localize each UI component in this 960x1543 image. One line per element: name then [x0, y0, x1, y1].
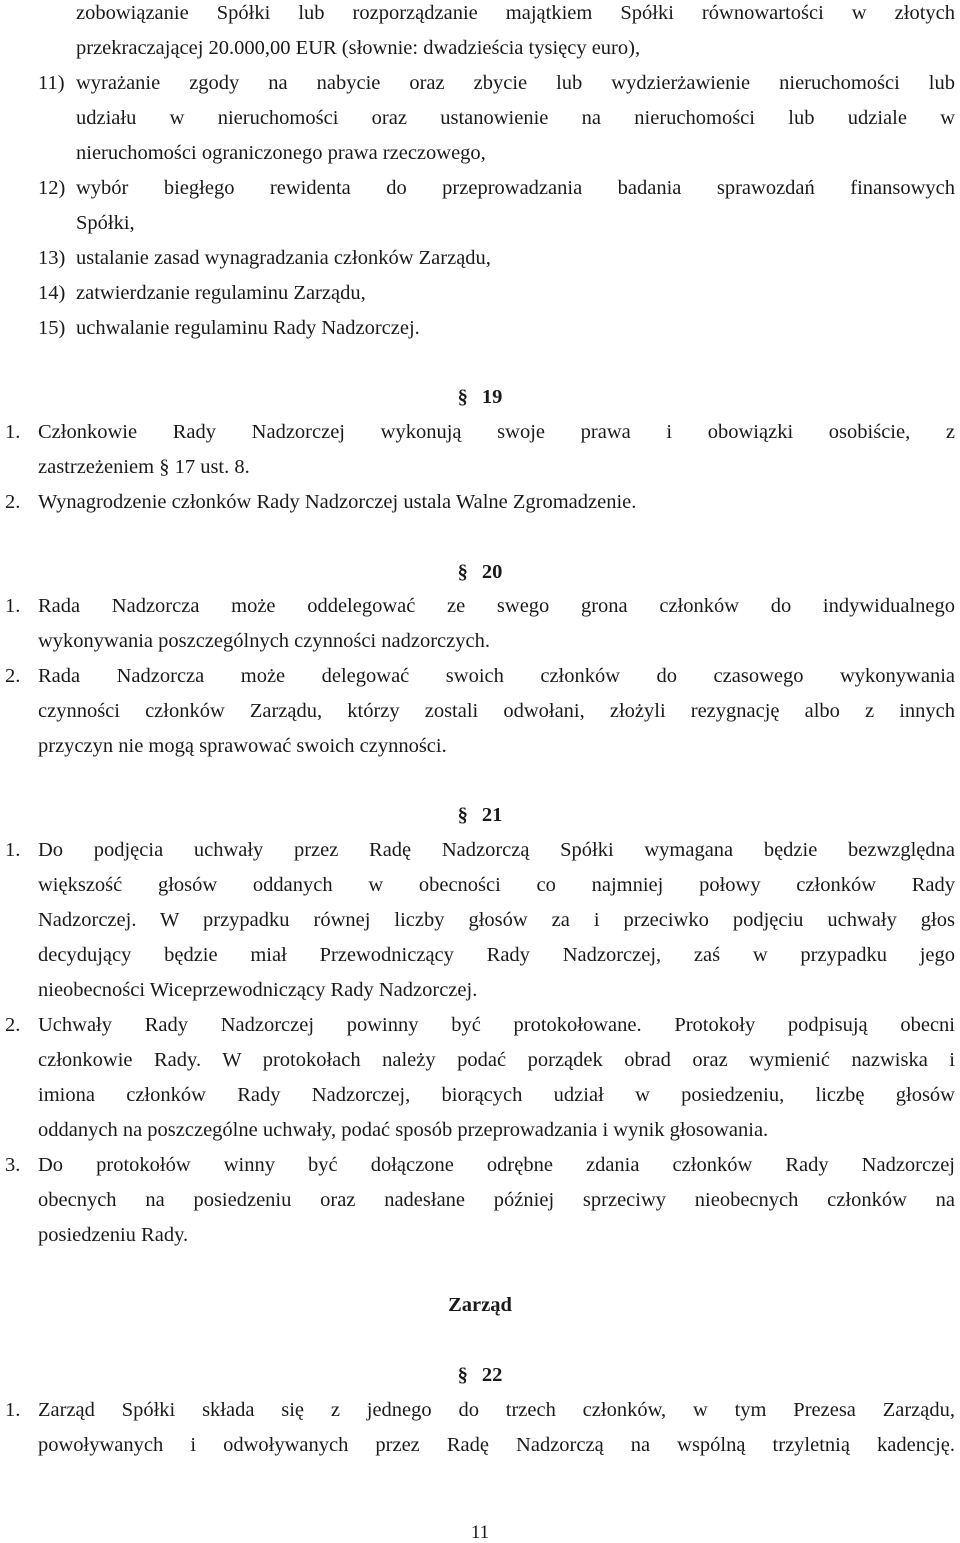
section-sign: § — [457, 1364, 468, 1386]
list-number: 12) — [38, 177, 66, 199]
paragraph-number: 1. — [5, 1399, 21, 1421]
paragraph-number: 1. — [5, 595, 21, 617]
list-item-text: nieruchomości ograniczonego prawa rzeczowego, — [76, 142, 486, 164]
paragraph-number: 2. — [5, 1014, 21, 1036]
section-heading — [0, 387, 960, 408]
section-sign: § — [457, 561, 468, 583]
page-number: 11 — [470, 1522, 490, 1543]
paragraph-text: Wynagrodzenie członków Rady Nadzorczej ustala Walne Zgromadzenie. — [38, 491, 637, 513]
paragraph-text: czynności członków Zarządu, którzy zostali odwołani, złożyli rezygnację albo z innych — [38, 700, 955, 722]
paragraph-number: 2. — [5, 665, 21, 687]
list-number: 14) — [38, 282, 66, 304]
list-item-text: ustalanie zasad wynagradzania członków Zarządu, — [76, 247, 491, 269]
paragraph-text: większość głosów oddanych w obecności co najmniej połowy członków Rady — [38, 874, 955, 896]
paragraph-text: oddanych na poszczególne uchwały, podać sposób przeprowadzania i wynik głosowania. — [38, 1119, 769, 1141]
paragraph-number: 3. — [5, 1154, 21, 1176]
list-item-text: wyrażanie zgody na nabycie oraz zbycie lub wydzierżawienie nieruchomości lub — [76, 72, 955, 94]
paragraph-text: Do podjęcia uchwały przez Radę Nadzorczą Spółki wymagana będzie bezwzględna — [38, 839, 955, 861]
paragraph-text: Rada Nadzorcza może oddelegować ze swego grona członków do indywidualnego — [38, 595, 955, 617]
paragraph-text: powoływanych i odwoływanych przez Radę Nadzorczą na wspólną trzyletnią kadencję. — [38, 1434, 955, 1456]
paragraph-text: Nadzorczej. W przypadku równej liczby głosów za i przeciwko podjęciu uchwały głos — [38, 909, 955, 931]
list-number: 13) — [38, 247, 66, 269]
paragraph-number: 2. — [5, 491, 21, 513]
paragraph-text: imiona członków Rady Nadzorczej, biorących udział w posiedzeniu, liczbę głosów — [38, 1084, 955, 1106]
paragraph-text: Uchwały Rady Nadzorczej powinny być protokołowane. Protokoły podpisują obecni — [38, 1014, 955, 1036]
list-item-text: zatwierdzanie regulaminu Zarządu, — [76, 282, 366, 304]
section-number: 22 — [481, 1364, 503, 1386]
section-number: 20 — [481, 561, 503, 583]
paragraph-text: wykonywania poszczególnych czynności nadzorczych. — [38, 630, 490, 652]
section-heading — [0, 805, 960, 826]
list-item-text: wybór biegłego rewidenta do przeprowadzania badania sprawozdań finansowych — [76, 177, 955, 199]
section-number: 19 — [481, 386, 503, 408]
list-item-text: Spółki, — [76, 212, 135, 234]
list-number: 11) — [38, 72, 65, 94]
text-line: przekraczającej 20.000,00 EUR (słownie: dwadzieścia tysięcy euro), — [76, 37, 641, 59]
paragraph-text: nieobecności Wiceprzewodniczący Rady Nadzorczej. — [38, 979, 478, 1001]
paragraph-text: Zarząd Spółki składa się z jednego do trzech członków, w tym Prezesa Zarządu, — [38, 1399, 955, 1421]
paragraph-text: Do protokołów winny być dołączone odrębne zdania członków Rady Nadzorczej — [38, 1154, 955, 1176]
paragraph-number: 1. — [5, 421, 21, 443]
section-heading — [0, 1365, 960, 1386]
paragraph-text: zastrzeżeniem § 17 ust. 8. — [38, 456, 250, 478]
list-item-text: uchwalanie regulaminu Rady Nadzorczej. — [76, 317, 420, 339]
paragraph-text: członkowie Rady. W protokołach należy podać porządek obrad oraz wymienić nazwiska i — [38, 1049, 955, 1071]
section-heading — [0, 562, 960, 583]
section-sign: § — [457, 386, 468, 408]
section-number: 21 — [481, 804, 503, 826]
paragraph-text: przyczyn nie mogą sprawować swoich czynności. — [38, 735, 447, 757]
text-line: zobowiązanie Spółki lub rozporządzanie majątkiem Spółki równowartości w złotych — [76, 2, 955, 24]
paragraph-text: posiedzeniu Rady. — [38, 1224, 189, 1246]
paragraph-number: 1. — [5, 839, 21, 861]
paragraph-text: Rada Nadzorcza może delegować swoich członków do czasowego wykonywania — [38, 665, 955, 687]
list-number: 15) — [38, 317, 66, 339]
list-item-text: udziału w nieruchomości oraz ustanowienie na nieruchomości lub udziale w — [76, 107, 955, 129]
section-sign: § — [457, 804, 468, 826]
chapter-heading: Zarząd — [448, 1294, 512, 1316]
paragraph-text: decydujący będzie miał Przewodniczący Rady Nadzorczej, zaś w przypadku jego — [38, 944, 955, 966]
paragraph-text: obecnych na posiedzeniu oraz nadesłane później sprzeciwy nieobecnych członków na — [38, 1189, 955, 1211]
paragraph-text: Członkowie Rady Nadzorczej wykonują swoje prawa i obowiązki osobiście, z — [38, 421, 955, 443]
